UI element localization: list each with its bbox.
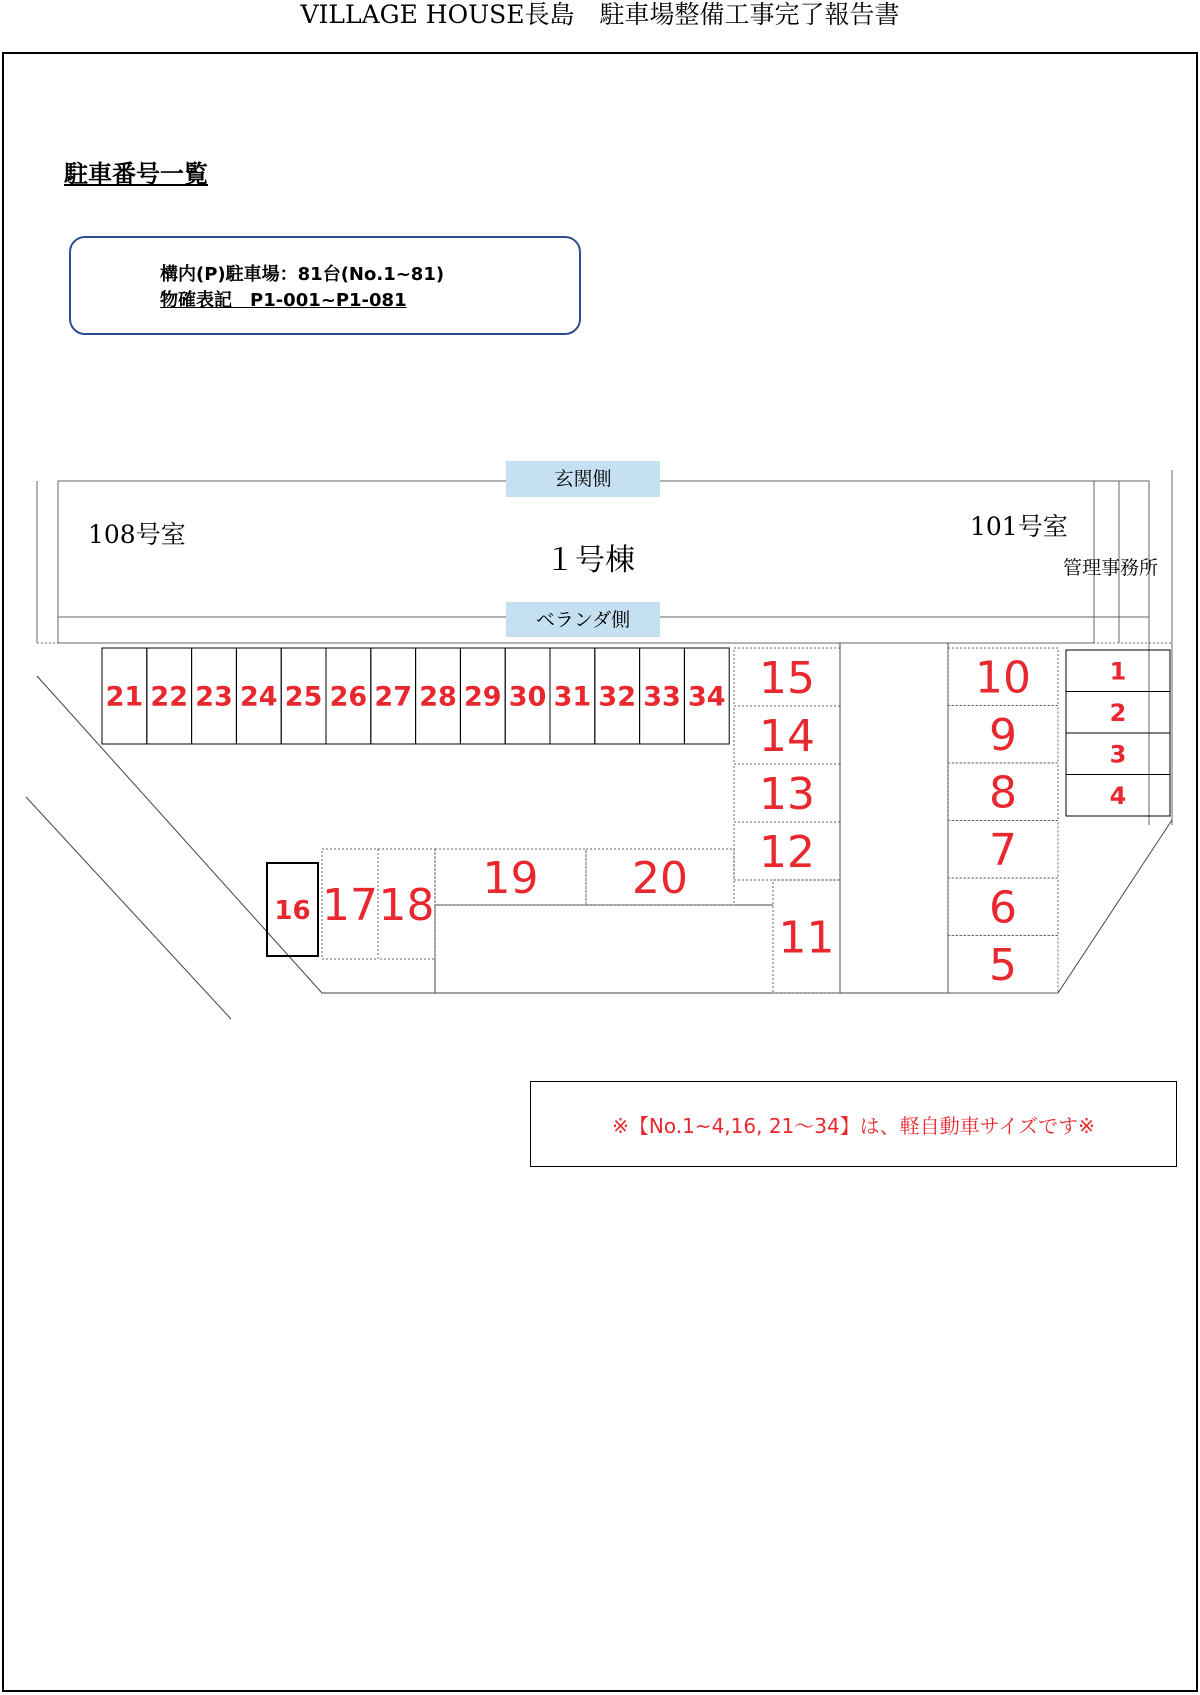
parking-space-13 — [734, 764, 840, 822]
parking-space-7 — [948, 821, 1058, 879]
parking-space-14 — [734, 706, 840, 764]
parking-space-number: 23 — [195, 681, 233, 713]
parking-space-23 — [192, 648, 237, 744]
parking-space-21 — [102, 648, 147, 744]
parking-space-number: 18 — [378, 879, 435, 931]
road-diagonal — [26, 797, 231, 1019]
parking-space-34 — [684, 648, 729, 744]
parking-space-number: 16 — [274, 895, 311, 926]
parking-space-6 — [948, 878, 1058, 936]
parking-space-number: 20 — [632, 852, 688, 904]
section-heading: 駐車番号一覧 — [64, 160, 208, 188]
parking-space-number: 30 — [508, 681, 547, 713]
parking-space-5 — [948, 936, 1058, 994]
parking-space-number: 11 — [778, 912, 835, 964]
parking-space-number: 15 — [759, 652, 815, 704]
kei-car-note: ※【No.1~4,16, 21～34】は、軽自動車サイズです※ — [530, 1081, 1177, 1167]
parking-space-8 — [948, 763, 1058, 821]
veranda-label: ベランダ側 — [535, 609, 631, 631]
parking-space-number: 12 — [759, 826, 815, 878]
parking-space-18 — [378, 849, 435, 959]
parking-space-26 — [326, 648, 371, 744]
parking-space-32 — [595, 648, 640, 744]
parking-space-number: 34 — [688, 681, 726, 713]
parking-space-number: 7 — [989, 825, 1017, 877]
parking-space-number: 8 — [989, 767, 1017, 819]
management-office: 管理事務所 — [1063, 557, 1159, 579]
parking-space-number: 9 — [989, 710, 1017, 762]
parking-space-number: 5 — [989, 940, 1017, 992]
parking-space-number: 1 — [1109, 657, 1127, 686]
parking-space-33 — [640, 648, 685, 744]
parking-space-number: 25 — [284, 681, 323, 713]
parking-space-16 — [267, 863, 318, 956]
room-108: 108号室 — [88, 520, 186, 549]
parking-space-number: 13 — [759, 768, 815, 820]
parking-space-number: 17 — [322, 879, 378, 931]
parking-space-number: 19 — [482, 852, 539, 904]
parking-space-10 — [948, 648, 1058, 706]
parking-space-number: 26 — [329, 681, 368, 713]
parking-space-22 — [147, 648, 192, 744]
building-name: １号棟 — [545, 543, 635, 578]
parking-space-28 — [416, 648, 461, 744]
parking-space-number: 31 — [553, 681, 592, 713]
parking-space-3 — [1066, 733, 1170, 775]
parking-space-19 — [435, 849, 586, 905]
parking-space-9 — [948, 706, 1058, 764]
parking-space-number: 33 — [643, 681, 681, 713]
parking-space-27 — [371, 648, 416, 744]
entrance-label: 玄関側 — [554, 468, 612, 490]
parking-space-2 — [1066, 692, 1170, 734]
parking-space-number: 21 — [105, 681, 144, 713]
parking-space-number: 2 — [1109, 698, 1127, 727]
parking-space-31 — [550, 648, 595, 744]
parking-space-number: 24 — [240, 681, 278, 713]
lot-diagonal-inner — [37, 676, 322, 993]
parking-space-12 — [734, 822, 840, 880]
parking-space-number: 32 — [598, 681, 636, 713]
parking-space-24 — [236, 648, 281, 744]
parking-space-number: 10 — [975, 652, 1031, 704]
lot-right-diagonal — [1058, 820, 1172, 993]
room-101: 101号室 — [970, 512, 1068, 541]
parking-space-20 — [586, 849, 734, 905]
parking-space-number: 29 — [464, 681, 502, 713]
parking-space-29 — [460, 648, 505, 744]
parking-space-30 — [505, 648, 550, 744]
parking-space-number: 4 — [1109, 781, 1127, 810]
parking-space-11 — [773, 880, 840, 993]
parking-space-number: 22 — [150, 681, 188, 713]
parking-space-number: 6 — [989, 882, 1017, 934]
info-notation: 物確表記 P1-001~P1-081 — [160, 290, 407, 311]
parking-space-number: 3 — [1109, 740, 1127, 769]
parking-space-15 — [734, 648, 840, 706]
parking-space-25 — [281, 648, 326, 744]
parking-space-number: 14 — [759, 710, 815, 762]
parking-space-17 — [322, 849, 378, 959]
parking-space-number: 27 — [374, 681, 412, 713]
info-capacity: 構内(P)駐車場：81台(No.1~81) — [160, 264, 445, 285]
parking-spaces — [102, 648, 1170, 993]
parking-space-4 — [1066, 775, 1170, 817]
document-title: VILLAGE HOUSE長島 駐車場整備工事完了報告書 — [300, 0, 900, 29]
parking-space-number: 28 — [419, 681, 457, 713]
parking-space-1 — [1066, 650, 1170, 692]
